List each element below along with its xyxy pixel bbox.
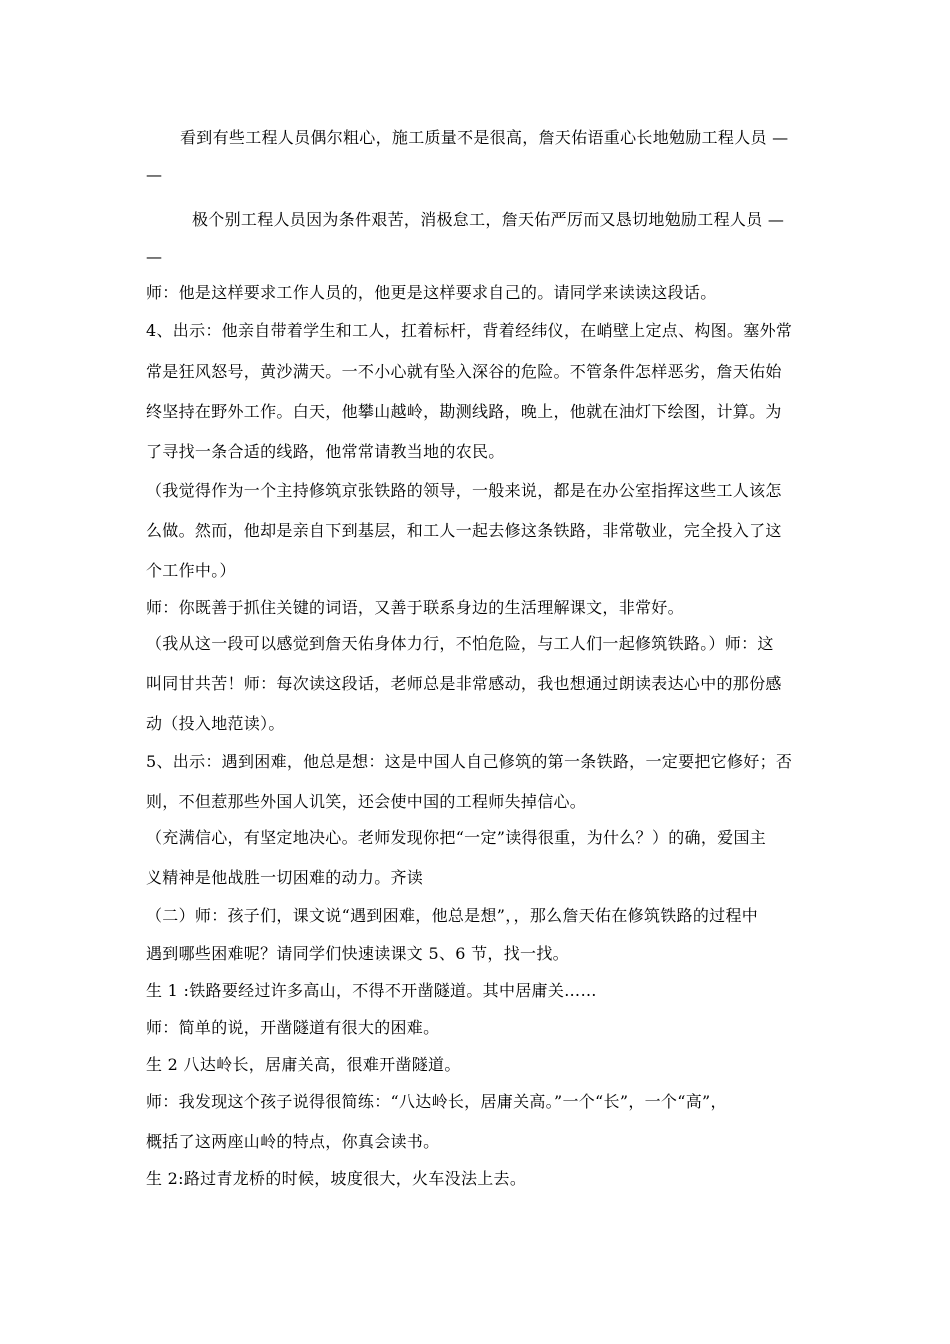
paragraph-line: 动（投入地范读）。 — [146, 714, 285, 733]
paragraph-line: 4、出示：他亲自带着学生和工人，扛着标杆，背着经纬仪，在峭壁上定点、构图。塞外常 — [146, 321, 793, 340]
paragraph-line: （我觉得作为一个主持修筑京张铁路的领导，一般来说，都是在办公室指挥这些工人该怎 — [146, 481, 782, 500]
paragraph-line: — — [146, 247, 163, 266]
paragraph-line: 师：他是这样要求工作人员的，他更是这样要求自己的。请同学来读读这段话。 — [146, 283, 717, 302]
paragraph-line: （充满信心，有坚定地决心。老师发现你把“一定”读得很重，为什么？）的确，爱国主 — [146, 828, 767, 847]
paragraph-line: （我从这一段可以感觉到詹天佑身体力行，不怕危险，与工人们一起修筑铁路。）师：这 — [146, 634, 774, 653]
paragraph-line: 师：简单的说，开凿隧道有很大的困难。 — [146, 1018, 440, 1037]
paragraph-line: 概括了这两座山岭的特点，你真会读书。 — [146, 1132, 440, 1151]
paragraph-line: 生 2 八达岭长，居庸关高，很难开凿隧道。 — [146, 1055, 461, 1074]
paragraph-line: 遇到哪些困难呢？请同学们快速读课文 5、6 节，找一找。 — [146, 944, 569, 963]
paragraph-line: 终坚持在野外工作。白天，他攀山越岭，勘测线路，晚上，他就在油灯下绘图，计算。为 — [146, 402, 782, 421]
paragraph-line: 师：你既善于抓住关键的词语，又善于联系身边的生活理解课文，非常好。 — [146, 598, 684, 617]
paragraph-line: （二）师：孩子们，课文说“遇到困难，他总是想”，，那么詹天佑在修筑铁路的过程中 — [146, 906, 759, 925]
paragraph-line: 么做。然而，他却是亲自下到基层，和工人一起去修这条铁路，非常敬业，完全投入了这 — [146, 521, 782, 540]
paragraph-line: 师：我发现这个孩子说得很简练：“八达岭长，居庸关高。”一个“长”，一个“高”， — [146, 1092, 727, 1111]
paragraph-line: 极个别工程人员因为条件艰苦，消极怠工，詹天佑严厉而又恳切地勉励工程人员 — — [192, 210, 785, 229]
paragraph-line: 生 2:路过青龙桥的时候，坡度很大，火车没法上去。 — [146, 1169, 527, 1188]
paragraph-line: 则，不但惹那些外国人讥笑，还会使中国的工程师失掉信心。 — [146, 792, 587, 811]
paragraph-line: 个工作中。） — [146, 561, 236, 580]
paragraph-line: 5、出示：遇到困难，他总是想：这是中国人自己修筑的第一条铁路，一定要把它修好；否 — [146, 752, 793, 771]
paragraph-line: 了寻找一条合适的线路，他常常请教当地的农民。 — [146, 442, 505, 461]
paragraph-line: 义精神是他战胜一切困难的动力。齐读 — [146, 868, 424, 887]
paragraph-line: — — [146, 165, 163, 184]
paragraph-line: 生 1 :铁路要经过许多高山，不得不开凿隧道。其中居庸关…… — [146, 981, 597, 1000]
paragraph-line: 叫同甘共苦！师：每次读这段话，老师总是非常感动，我也想通过朗读表达心中的那份感 — [146, 674, 782, 693]
paragraph-line: 看到有些工程人员偶尔粗心，施工质量不是很高，詹天佑语重心长地勉励工程人员 — — [180, 128, 789, 147]
paragraph-line: 常是狂风怒号，黄沙满天。一不小心就有坠入深谷的危险。不管条件怎样恶劣，詹天佑始 — [146, 362, 782, 381]
